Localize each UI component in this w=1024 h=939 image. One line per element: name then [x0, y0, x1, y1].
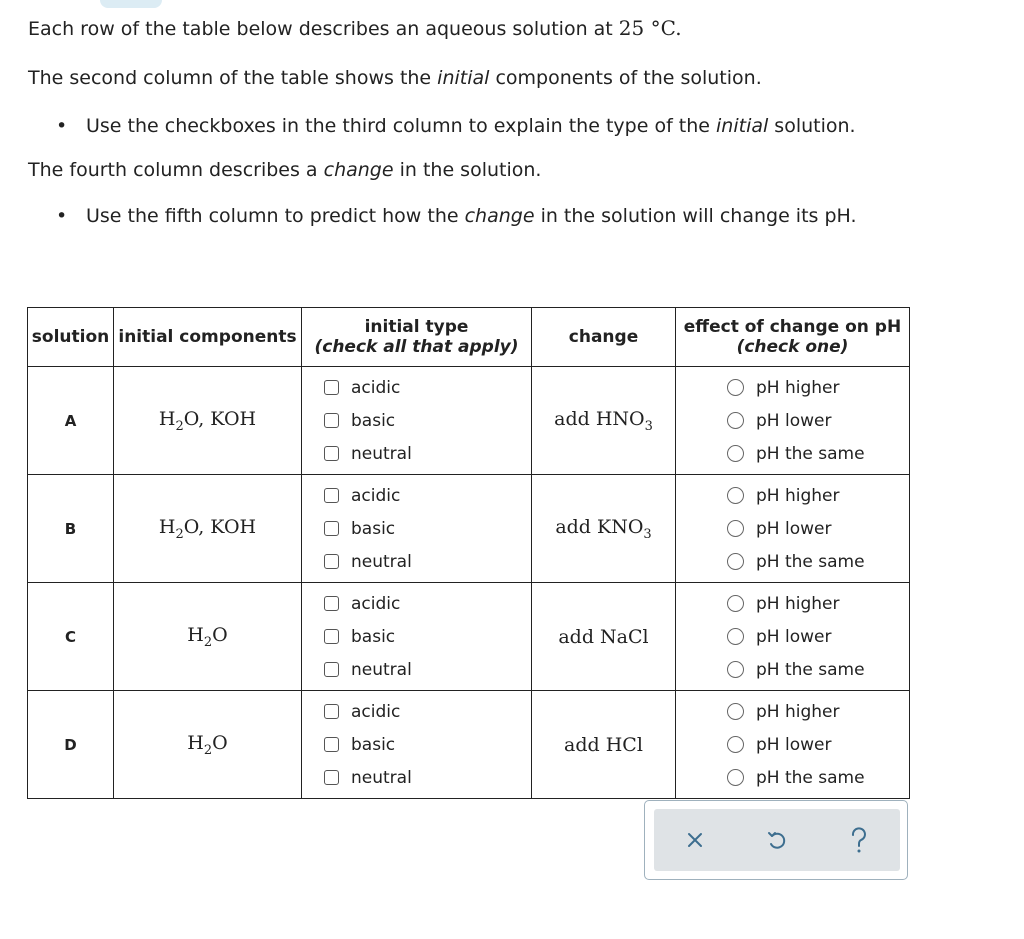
help-icon — [848, 827, 870, 853]
help-button[interactable] — [834, 815, 884, 865]
option-label: acidic — [351, 485, 401, 506]
undo-icon — [765, 828, 789, 852]
action-bar — [654, 809, 900, 871]
type-option-acidic[interactable] — [302, 373, 531, 402]
action-panel — [644, 800, 908, 880]
effect-option-ph-lower[interactable] — [676, 622, 909, 651]
option-label: basic — [351, 410, 396, 431]
radio-button[interactable] — [727, 379, 744, 396]
radio-button[interactable] — [727, 595, 744, 612]
checkbox[interactable] — [324, 704, 339, 719]
radio-button[interactable] — [727, 703, 744, 720]
effect-option-ph-higher[interactable] — [676, 481, 909, 510]
effect-option-ph-higher[interactable] — [676, 589, 909, 618]
checkbox[interactable] — [324, 488, 339, 503]
solution-label: C — [28, 583, 114, 691]
type-option-neutral[interactable] — [302, 655, 531, 684]
option-label: basic — [351, 734, 396, 755]
checkbox[interactable] — [324, 770, 339, 785]
option-label: acidic — [351, 593, 401, 614]
initial-type-options — [302, 691, 532, 799]
change-description: add HCl — [532, 691, 676, 799]
intro-line-1: Each row of the table below describes an aqueous solution at 25 °C. — [28, 16, 682, 40]
header-effect: effect of change on pH (check one) — [676, 308, 910, 367]
close-icon — [685, 830, 705, 850]
solution-label: D — [28, 691, 114, 799]
option-label: neutral — [351, 551, 412, 572]
effect-option-ph-the-same[interactable] — [676, 655, 909, 684]
effect-option-ph-lower[interactable] — [676, 406, 909, 435]
option-label: pH the same — [756, 767, 865, 788]
instruction-bullet-1: • Use the checkboxes in the third column to explain the type of the initial solution. — [56, 115, 856, 137]
radio-button[interactable] — [727, 412, 744, 429]
initial-components: $H_2O$ — [114, 691, 302, 799]
effect-options — [676, 691, 910, 799]
option-label: pH higher — [756, 485, 840, 506]
header-solution: solution — [28, 308, 114, 367]
top-tab-decoration — [100, 0, 162, 8]
option-label: pH lower — [756, 734, 832, 755]
effect-option-ph-the-same[interactable] — [676, 547, 909, 576]
checkbox[interactable] — [324, 629, 339, 644]
table-row — [28, 367, 910, 475]
option-label: pH the same — [756, 443, 865, 464]
option-label: acidic — [351, 377, 401, 398]
solution-label: A — [28, 367, 114, 475]
effect-option-ph-higher[interactable] — [676, 373, 909, 402]
type-option-basic[interactable] — [302, 730, 531, 759]
type-option-acidic[interactable] — [302, 589, 531, 618]
option-label: pH lower — [756, 518, 832, 539]
header-initial-type: initial type (check all that apply) — [302, 308, 532, 367]
effect-option-ph-higher[interactable] — [676, 697, 909, 726]
type-option-basic[interactable] — [302, 406, 531, 435]
clear-button[interactable] — [670, 815, 720, 865]
initial-type-options — [302, 367, 532, 475]
effect-options — [676, 475, 910, 583]
change-description: add NaCl — [532, 583, 676, 691]
option-label: pH the same — [756, 551, 865, 572]
radio-button[interactable] — [727, 445, 744, 462]
effect-option-ph-lower[interactable] — [676, 514, 909, 543]
bullet-icon: • — [56, 205, 68, 227]
option-label: pH higher — [756, 593, 840, 614]
option-label: pH lower — [756, 410, 832, 431]
radio-button[interactable] — [727, 520, 744, 537]
radio-button[interactable] — [727, 487, 744, 504]
option-label: basic — [351, 518, 396, 539]
type-option-acidic[interactable] — [302, 697, 531, 726]
solution-label: B — [28, 475, 114, 583]
effect-option-ph-the-same[interactable] — [676, 763, 909, 792]
option-label: neutral — [351, 767, 412, 788]
type-option-neutral[interactable] — [302, 763, 531, 792]
option-label: basic — [351, 626, 396, 647]
option-label: pH lower — [756, 626, 832, 647]
bullet-icon: • — [56, 115, 68, 137]
change-description: add $KNO_3$ — [532, 475, 676, 583]
initial-type-options — [302, 475, 532, 583]
radio-button[interactable] — [727, 736, 744, 753]
initial-components: $H_2O$, KOH — [114, 367, 302, 475]
type-option-basic[interactable] — [302, 622, 531, 651]
table-row — [28, 475, 910, 583]
table-header-row — [28, 308, 910, 367]
effect-option-ph-lower[interactable] — [676, 730, 909, 759]
radio-button[interactable] — [727, 628, 744, 645]
initial-components: $H_2O$ — [114, 583, 302, 691]
intro-line-3: The fourth column describes a change in the solution. — [28, 159, 542, 181]
checkbox[interactable] — [324, 554, 339, 569]
option-label: pH higher — [756, 377, 840, 398]
radio-button[interactable] — [727, 661, 744, 678]
radio-button[interactable] — [727, 769, 744, 786]
option-label: pH the same — [756, 659, 865, 680]
checkbox[interactable] — [324, 380, 339, 395]
effect-options — [676, 583, 910, 691]
option-label: pH higher — [756, 701, 840, 722]
checkbox[interactable] — [324, 446, 339, 461]
type-option-neutral[interactable] — [302, 439, 531, 468]
instruction-bullet-2: • Use the fifth column to predict how the change in the solution will change its pH. — [56, 205, 857, 227]
checkbox[interactable] — [324, 521, 339, 536]
effect-options — [676, 367, 910, 475]
checkbox[interactable] — [324, 596, 339, 611]
option-label: acidic — [351, 701, 401, 722]
solutions-table — [27, 307, 910, 799]
initial-type-options — [302, 583, 532, 691]
effect-option-ph-the-same[interactable] — [676, 439, 909, 468]
header-change: change — [532, 308, 676, 367]
option-label: neutral — [351, 443, 412, 464]
table-row — [28, 583, 910, 691]
intro-line-2: The second column of the table shows the initial components of the solution. — [28, 67, 762, 89]
radio-button[interactable] — [727, 553, 744, 570]
table-row — [28, 691, 910, 799]
checkbox[interactable] — [324, 737, 339, 752]
checkbox[interactable] — [324, 413, 339, 428]
type-option-neutral[interactable] — [302, 547, 531, 576]
temperature: 25 °C — [618, 16, 676, 40]
header-initial-components: initial components — [114, 308, 302, 367]
option-label: neutral — [351, 659, 412, 680]
change-description: add $HNO_3$ — [532, 367, 676, 475]
undo-button[interactable] — [752, 815, 802, 865]
checkbox[interactable] — [324, 662, 339, 677]
type-option-basic[interactable] — [302, 514, 531, 543]
type-option-acidic[interactable] — [302, 481, 531, 510]
initial-components: $H_2O$, KOH — [114, 475, 302, 583]
